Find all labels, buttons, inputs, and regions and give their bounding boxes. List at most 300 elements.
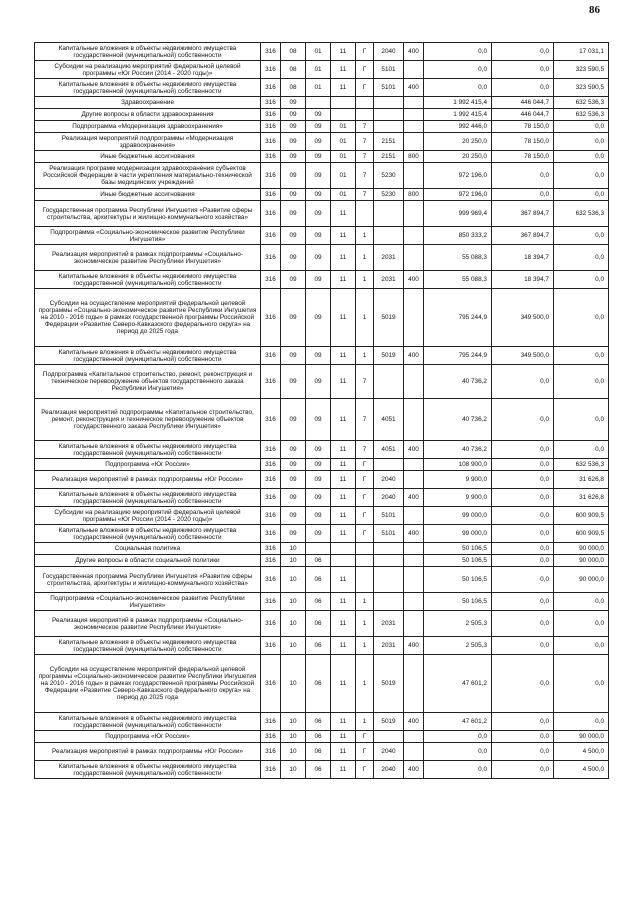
subprogram-code: Г: [356, 79, 374, 97]
admin-code: 316: [261, 121, 281, 133]
item-name: Капитальные вложения в объекты недвижимого имущества государственной (муниципальной) собственности: [35, 271, 261, 289]
item-name: Другие вопросы в области здравоохранения: [35, 109, 261, 121]
subprogram-code: [356, 201, 374, 227]
item-name: Капитальные вложения в объекты недвижимого имущества государственной (муниципальной) собственности: [35, 637, 261, 655]
amount-year-1: 1 992 415,4: [424, 97, 492, 109]
program-code: [331, 543, 356, 555]
item-name: Капитальные вложения в объекты недвижимого имущества государственной (муниципальной) собственности: [35, 347, 261, 365]
amount-year-2: 0,0: [492, 525, 554, 543]
measure-code: [374, 731, 404, 743]
table-body: [35, 43, 609, 779]
subsection-code: 09: [306, 271, 331, 289]
table-row: [35, 79, 609, 97]
subprogram-code: 1: [356, 713, 374, 731]
section-code: 10: [281, 555, 306, 567]
table-row: [35, 743, 609, 761]
subprogram-code: 7: [356, 365, 374, 399]
item-name: Капитальные вложения в объекты недвижимого имущества государственной (муниципальной) собственности: [35, 441, 261, 459]
admin-code: 316: [261, 471, 281, 489]
admin-code: 316: [261, 743, 281, 761]
item-name: Подпрограмма «Юг России»: [35, 731, 261, 743]
subsection-code: 09: [306, 489, 331, 507]
program-code: 11: [331, 567, 356, 593]
expense-type-code: 400: [404, 271, 424, 289]
measure-code: 2031: [374, 245, 404, 271]
table-row: [35, 121, 609, 133]
amount-year-2: 0,0: [492, 189, 554, 201]
admin-code: 316: [261, 61, 281, 79]
measure-code: 2031: [374, 611, 404, 637]
admin-code: 316: [261, 43, 281, 61]
expense-type-code: 400: [404, 525, 424, 543]
amount-year-3: 600 909,5: [554, 525, 609, 543]
table-row: [35, 97, 609, 109]
measure-code: 5019: [374, 655, 404, 713]
amount-year-3: 0,0: [554, 441, 609, 459]
admin-code: 316: [261, 79, 281, 97]
expense-type-code: [404, 365, 424, 399]
amount-year-3: 0,0: [554, 399, 609, 441]
section-code: 09: [281, 525, 306, 543]
subprogram-code: 7: [356, 133, 374, 151]
measure-code: [374, 109, 404, 121]
amount-year-1: 0,0: [424, 743, 492, 761]
section-code: 09: [281, 189, 306, 201]
amount-year-2: 0,0: [492, 489, 554, 507]
measure-code: 2040: [374, 761, 404, 779]
expense-type-code: [404, 555, 424, 567]
subsection-code: 09: [306, 399, 331, 441]
expense-type-code: 400: [404, 347, 424, 365]
subprogram-code: 7: [356, 441, 374, 459]
subsection-code: 09: [306, 289, 331, 347]
amount-year-2: 0,0: [492, 163, 554, 189]
amount-year-1: 9 900,0: [424, 489, 492, 507]
program-code: 11: [331, 79, 356, 97]
admin-code: 316: [261, 163, 281, 189]
amount-year-3: 31 626,8: [554, 489, 609, 507]
section-code: 10: [281, 567, 306, 593]
section-code: 09: [281, 441, 306, 459]
measure-code: 2031: [374, 271, 404, 289]
measure-code: 2040: [374, 743, 404, 761]
measure-code: 5101: [374, 79, 404, 97]
measure-code: 5019: [374, 713, 404, 731]
item-name: Другие вопросы в области социальной политики: [35, 555, 261, 567]
table-row: [35, 189, 609, 201]
subprogram-code: 1: [356, 289, 374, 347]
item-name: Социальная политика: [35, 543, 261, 555]
item-name: Капитальные вложения в объекты недвижимого имущества государственной (муниципальной) собственности: [35, 489, 261, 507]
section-code: 09: [281, 121, 306, 133]
subsection-code: 09: [306, 133, 331, 151]
amount-year-1: 972 196,0: [424, 163, 492, 189]
subprogram-code: Г: [356, 761, 374, 779]
table-row: [35, 507, 609, 525]
program-code: [331, 97, 356, 109]
item-name: Реализация программ модернизации здравоохранения субъектов Российской Федерации в части укрепления материально-технической базы медицинских учреждений: [35, 163, 261, 189]
amount-year-1: 47 601,2: [424, 713, 492, 731]
amount-year-3: 0,0: [554, 593, 609, 611]
program-code: 11: [331, 525, 356, 543]
amount-year-2: 0,0: [492, 555, 554, 567]
expense-type-code: 800: [404, 151, 424, 163]
table-row: [35, 43, 609, 61]
amount-year-2: 78 150,0: [492, 121, 554, 133]
expense-type-code: [404, 743, 424, 761]
section-code: 09: [281, 507, 306, 525]
measure-code: 5101: [374, 61, 404, 79]
expense-type-code: [404, 201, 424, 227]
amount-year-3: 0,0: [554, 271, 609, 289]
admin-code: 316: [261, 365, 281, 399]
amount-year-2: 0,0: [492, 543, 554, 555]
amount-year-2: 0,0: [492, 507, 554, 525]
section-code: 08: [281, 43, 306, 61]
amount-year-1: 0,0: [424, 761, 492, 779]
expense-type-code: [404, 109, 424, 121]
amount-year-1: 40 736,2: [424, 441, 492, 459]
subprogram-code: 7: [356, 121, 374, 133]
amount-year-2: 349 500,0: [492, 347, 554, 365]
program-code: 11: [331, 459, 356, 471]
amount-year-1: 99 000,0: [424, 525, 492, 543]
measure-code: [374, 543, 404, 555]
admin-code: 316: [261, 109, 281, 121]
amount-year-1: 0,0: [424, 61, 492, 79]
table-row: [35, 611, 609, 637]
admin-code: 316: [261, 347, 281, 365]
section-code: 10: [281, 731, 306, 743]
program-code: [331, 109, 356, 121]
amount-year-2: 367 894,7: [492, 201, 554, 227]
amount-year-2: 0,0: [492, 731, 554, 743]
program-code: 11: [331, 271, 356, 289]
measure-code: [374, 555, 404, 567]
item-name: Реализация мероприятий подпрограммы «Модернизация здравоохранения»: [35, 133, 261, 151]
subprogram-code: 1: [356, 655, 374, 713]
program-code: 01: [331, 133, 356, 151]
section-code: 09: [281, 97, 306, 109]
section-code: 08: [281, 79, 306, 97]
page-number: 86: [589, 4, 600, 16]
expense-type-code: [404, 245, 424, 271]
item-name: Капитальные вложения в объекты недвижимого имущества государственной (муниципальной) собственности: [35, 79, 261, 97]
program-code: 01: [331, 163, 356, 189]
subsection-code: 09: [306, 151, 331, 163]
measure-code: 5019: [374, 347, 404, 365]
amount-year-3: 632 536,3: [554, 459, 609, 471]
amount-year-3: 0,0: [554, 637, 609, 655]
section-code: 10: [281, 593, 306, 611]
expense-type-code: [404, 163, 424, 189]
section-code: 10: [281, 543, 306, 555]
program-code: 11: [331, 637, 356, 655]
expense-type-code: 400: [404, 713, 424, 731]
subsection-code: 09: [306, 365, 331, 399]
admin-code: 316: [261, 593, 281, 611]
amount-year-3: 323 590,5: [554, 61, 609, 79]
subprogram-code: Г: [356, 489, 374, 507]
amount-year-3: 0,0: [554, 289, 609, 347]
item-name: Субсидии на реализацию мероприятий федеральной целевой программы «Юг России (2014 - 2020 годы)»: [35, 61, 261, 79]
table-row: [35, 289, 609, 347]
program-code: 11: [331, 245, 356, 271]
amount-year-2: 0,0: [492, 441, 554, 459]
subprogram-code: 1: [356, 227, 374, 245]
item-name: Подпрограмма «Социально-экономическое развитие Республики Ингушетия»: [35, 227, 261, 245]
table-row: [35, 543, 609, 555]
item-name: Реализация мероприятий подпрограммы «Капитальное строительство, ремонт, реконструкция и техническое перевооружение объектов государственного заказа Республики Ингушетия»: [35, 399, 261, 441]
table-row: [35, 245, 609, 271]
item-name: Реализация мероприятий в рамках подпрограммы «Юг России»: [35, 743, 261, 761]
amount-year-2: 0,0: [492, 713, 554, 731]
subsection-code: 09: [306, 441, 331, 459]
amount-year-1: 2 505,3: [424, 611, 492, 637]
expense-type-code: 800: [404, 189, 424, 201]
program-code: 11: [331, 489, 356, 507]
expense-type-code: [404, 731, 424, 743]
table-row: [35, 459, 609, 471]
admin-code: 316: [261, 271, 281, 289]
program-code: 11: [331, 655, 356, 713]
subprogram-code: Г: [356, 459, 374, 471]
amount-year-2: 0,0: [492, 567, 554, 593]
subprogram-code: 7: [356, 163, 374, 189]
amount-year-3: 0,0: [554, 245, 609, 271]
amount-year-2: 78 150,0: [492, 133, 554, 151]
amount-year-1: 108 900,0: [424, 459, 492, 471]
item-name: Подпрограмма «Юг России»: [35, 459, 261, 471]
expense-type-code: [404, 507, 424, 525]
subprogram-code: 1: [356, 637, 374, 655]
table-row: [35, 133, 609, 151]
item-name: Подпрограмма «Модернизация здравоохранения»: [35, 121, 261, 133]
table-row: [35, 151, 609, 163]
subprogram-code: Г: [356, 731, 374, 743]
amount-year-2: 367 894,7: [492, 227, 554, 245]
subprogram-code: Г: [356, 507, 374, 525]
item-name: Реализация мероприятий в рамках подпрограммы «Социально-экономическое развитие Республики Ингушетия»: [35, 611, 261, 637]
measure-code: [374, 227, 404, 245]
subsection-code: 09: [306, 459, 331, 471]
admin-code: 316: [261, 189, 281, 201]
subsection-code: 09: [306, 163, 331, 189]
section-code: 09: [281, 109, 306, 121]
subsection-code: 09: [306, 201, 331, 227]
amount-year-1: 99 000,0: [424, 507, 492, 525]
subsection-code: 09: [306, 507, 331, 525]
amount-year-3: 90 000,0: [554, 567, 609, 593]
section-code: 09: [281, 471, 306, 489]
item-name: Субсидии на осуществление мероприятий федеральной целевой программы «Социально-экономическое развитие Республики Ингушетия на 2010 - 2016 годы» в рамках государственной программы Российской Федерации «Развитие Северо-Кавказского федерального округа» на период до 2025 года: [35, 289, 261, 347]
admin-code: 316: [261, 245, 281, 271]
table-row: [35, 441, 609, 459]
amount-year-2: 446 044,7: [492, 109, 554, 121]
measure-code: 5101: [374, 525, 404, 543]
amount-year-3: 17 031,1: [554, 43, 609, 61]
subsection-code: 06: [306, 761, 331, 779]
subprogram-code: 7: [356, 151, 374, 163]
amount-year-3: 0,0: [554, 347, 609, 365]
subsection-code: 06: [306, 637, 331, 655]
section-code: 09: [281, 245, 306, 271]
measure-code: 5019: [374, 289, 404, 347]
subsection-code: 09: [306, 227, 331, 245]
program-code: 01: [331, 189, 356, 201]
measure-code: 2031: [374, 637, 404, 655]
expense-type-code: [404, 121, 424, 133]
subsection-code: [306, 97, 331, 109]
program-code: 11: [331, 43, 356, 61]
amount-year-1: 47 601,2: [424, 655, 492, 713]
section-code: 09: [281, 227, 306, 245]
section-code: 09: [281, 133, 306, 151]
amount-year-1: 55 088,3: [424, 245, 492, 271]
table-row: [35, 163, 609, 189]
item-name: Субсидии на осуществление мероприятий федеральной целевой программы «Социально-экономическое развитие Республики Ингушетия на 2010 - 2016 годы» в рамках государственной программы Российской Федерации «Развитие Северо-Кавказского федерального округа» на период до 2025 года: [35, 655, 261, 713]
admin-code: 316: [261, 713, 281, 731]
amount-year-1: 795 244,9: [424, 347, 492, 365]
amount-year-2: 0,0: [492, 365, 554, 399]
amount-year-1: 992 446,0: [424, 121, 492, 133]
amount-year-3: 90 000,0: [554, 731, 609, 743]
program-code: 11: [331, 471, 356, 489]
admin-code: 316: [261, 731, 281, 743]
admin-code: 316: [261, 761, 281, 779]
measure-code: 2040: [374, 489, 404, 507]
amount-year-3: 0,0: [554, 655, 609, 713]
amount-year-1: 50 106,5: [424, 567, 492, 593]
subprogram-code: Г: [356, 43, 374, 61]
subsection-code: 09: [306, 109, 331, 121]
program-code: 11: [331, 731, 356, 743]
program-code: 11: [331, 347, 356, 365]
item-name: Капитальные вложения в объекты недвижимого имущества государственной (муниципальной) собственности: [35, 713, 261, 731]
expense-type-code: [404, 133, 424, 151]
measure-code: 5101: [374, 507, 404, 525]
table-row: [35, 61, 609, 79]
program-code: 11: [331, 289, 356, 347]
admin-code: 316: [261, 399, 281, 441]
expense-type-code: 400: [404, 761, 424, 779]
measure-code: [374, 97, 404, 109]
subsection-code: 06: [306, 593, 331, 611]
item-name: Капитальные вложения в объекты недвижимого имущества государственной (муниципальной) собственности: [35, 525, 261, 543]
expense-type-code: [404, 227, 424, 245]
item-name: Реализация мероприятий в рамках подпрограммы «Юг России»: [35, 471, 261, 489]
table-row: [35, 489, 609, 507]
program-code: 11: [331, 593, 356, 611]
subsection-code: 06: [306, 731, 331, 743]
amount-year-3: 4 500,0: [554, 743, 609, 761]
item-name: Иные бюджетные ассигнования: [35, 189, 261, 201]
amount-year-3: 323 590,5: [554, 79, 609, 97]
amount-year-1: 2 505,3: [424, 637, 492, 655]
amount-year-2: 0,0: [492, 399, 554, 441]
amount-year-1: 9 900,0: [424, 471, 492, 489]
amount-year-2: 0,0: [492, 43, 554, 61]
section-code: 10: [281, 637, 306, 655]
item-name: Подпрограмма «Социально-экономическое развитие Республики Ингушетия»: [35, 593, 261, 611]
table-row: [35, 399, 609, 441]
amount-year-2: 0,0: [492, 471, 554, 489]
admin-code: 316: [261, 507, 281, 525]
table-row: [35, 201, 609, 227]
admin-code: 316: [261, 97, 281, 109]
table-row: [35, 525, 609, 543]
admin-code: 316: [261, 555, 281, 567]
program-code: 11: [331, 365, 356, 399]
table-row: [35, 471, 609, 489]
admin-code: 316: [261, 459, 281, 471]
section-code: 10: [281, 713, 306, 731]
subprogram-code: 7: [356, 189, 374, 201]
table-row: [35, 567, 609, 593]
item-name: Капитальные вложения в объекты недвижимого имущества государственной (муниципальной) собственности: [35, 761, 261, 779]
amount-year-2: 349 500,0: [492, 289, 554, 347]
subsection-code: 09: [306, 471, 331, 489]
table-row: [35, 637, 609, 655]
measure-code: [374, 567, 404, 593]
admin-code: 316: [261, 567, 281, 593]
admin-code: 316: [261, 655, 281, 713]
subsection-code: 06: [306, 611, 331, 637]
amount-year-1: 1 992 415,4: [424, 109, 492, 121]
amount-year-1: 40 736,2: [424, 399, 492, 441]
admin-code: 316: [261, 151, 281, 163]
program-code: 11: [331, 227, 356, 245]
subprogram-code: [356, 109, 374, 121]
measure-code: 4051: [374, 441, 404, 459]
section-code: 09: [281, 347, 306, 365]
amount-year-2: 446 044,7: [492, 97, 554, 109]
table-row: [35, 555, 609, 567]
admin-code: 316: [261, 637, 281, 655]
expense-type-code: 400: [404, 637, 424, 655]
admin-code: 316: [261, 525, 281, 543]
program-code: [331, 555, 356, 567]
subprogram-code: [356, 555, 374, 567]
admin-code: 316: [261, 611, 281, 637]
amount-year-1: 0,0: [424, 43, 492, 61]
program-code: 11: [331, 743, 356, 761]
amount-year-1: 50 106,5: [424, 543, 492, 555]
section-code: 08: [281, 61, 306, 79]
measure-code: [374, 459, 404, 471]
amount-year-3: 632 536,3: [554, 97, 609, 109]
section-code: 09: [281, 271, 306, 289]
amount-year-3: 4 500,0: [554, 761, 609, 779]
subprogram-code: [356, 567, 374, 593]
amount-year-2: 18 394,7: [492, 271, 554, 289]
admin-code: 316: [261, 489, 281, 507]
admin-code: 316: [261, 227, 281, 245]
section-code: 09: [281, 489, 306, 507]
expense-type-code: [404, 471, 424, 489]
table-row: [35, 761, 609, 779]
amount-year-1: 850 333,2: [424, 227, 492, 245]
section-code: 10: [281, 743, 306, 761]
amount-year-2: 0,0: [492, 761, 554, 779]
item-name: Подпрограмма «Капитальное строительство, ремонт, реконструкция и техническое перевооружение объектов государственного заказа Республики Ингушетия»: [35, 365, 261, 399]
amount-year-2: 78 150,0: [492, 151, 554, 163]
subprogram-code: 1: [356, 245, 374, 271]
amount-year-3: 0,0: [554, 163, 609, 189]
measure-code: 2040: [374, 471, 404, 489]
amount-year-3: 31 626,8: [554, 471, 609, 489]
table-row: [35, 109, 609, 121]
